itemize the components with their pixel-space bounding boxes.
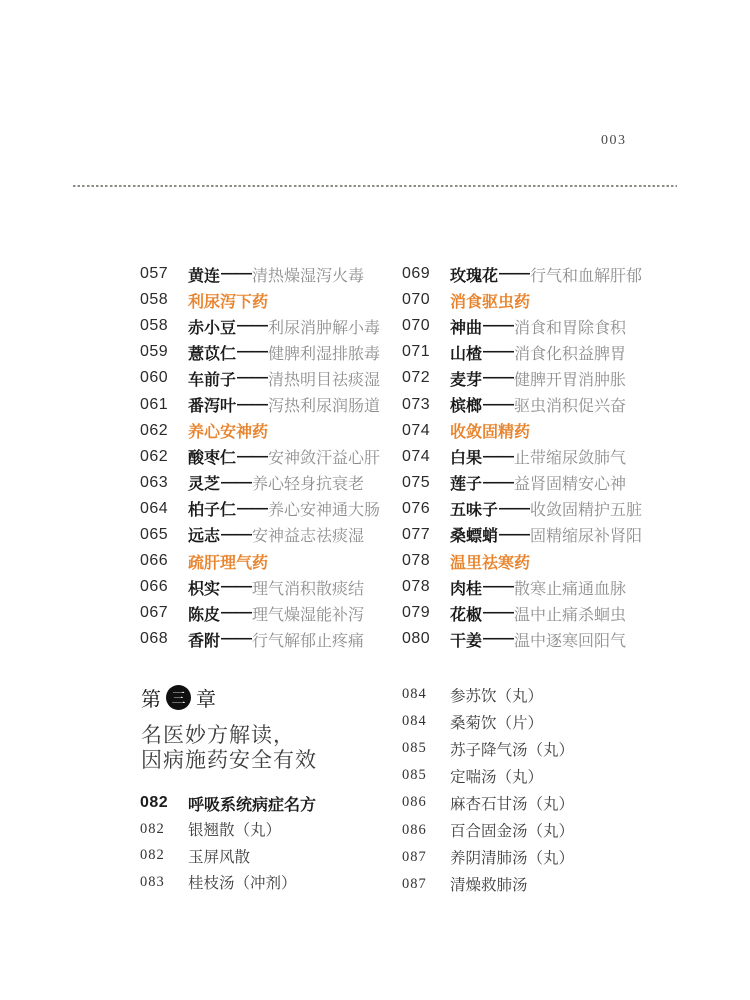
toc-row (402, 522, 642, 548)
toc-dash: —— (499, 499, 530, 517)
toc-entry-text (188, 367, 380, 390)
herb-description: 固精缩尿补肾阳 (530, 528, 643, 546)
herb-description: 养心安神通大肠 (268, 502, 381, 520)
toc-dash: —— (483, 604, 514, 622)
toc-entry-text (450, 367, 626, 390)
formula-row (402, 708, 574, 735)
toc-entry-text (188, 497, 380, 520)
toc-dash: —— (221, 578, 252, 596)
herb-description: 行气和血解肝郁 (530, 267, 643, 285)
chapter-block (141, 683, 317, 773)
chapter-suffix: 章 (196, 689, 216, 711)
toc-page-number: 068 (140, 630, 169, 648)
toc-row (140, 548, 380, 574)
herb-description: 理气消积散痰结 (252, 580, 365, 598)
formula-page-number: 082 (140, 847, 165, 864)
chapter-number-circle: 三 (166, 685, 191, 710)
toc-dash: —— (483, 395, 514, 413)
category-label: 消食驱虫药 (450, 293, 531, 311)
toc-row (402, 261, 642, 287)
formula-row (140, 843, 316, 870)
herb-name: 桑螵蛸 (450, 528, 499, 546)
chapter-prefix: 第 (141, 689, 161, 711)
herb-description: 清热明目祛痰湿 (268, 371, 381, 389)
herb-name: 肉桂 (450, 580, 483, 598)
toc-row (140, 261, 380, 287)
toc-row (402, 418, 642, 444)
toc-entry-text (450, 602, 626, 625)
toc-column-left (140, 261, 380, 652)
toc-row (402, 600, 642, 626)
category-label: 利尿泻下药 (188, 293, 269, 311)
toc-dash: —— (499, 525, 530, 543)
toc-column-right (402, 261, 642, 652)
divider-dashed-line (73, 185, 677, 187)
formula-row (402, 844, 574, 871)
section-heading-label: 呼吸系统病症名方 (188, 796, 317, 814)
formula-row (402, 681, 574, 708)
formula-list-left (140, 816, 316, 896)
toc-dash: —— (221, 473, 252, 491)
toc-row (402, 313, 642, 339)
herb-name: 酸枣仁 (188, 450, 237, 468)
toc-row (140, 313, 380, 339)
formula-row (402, 789, 574, 816)
toc-page-number: 059 (140, 343, 169, 361)
formula-page-number: 082 (140, 820, 165, 837)
formula-page-number: 086 (402, 821, 427, 838)
herb-name: 陈皮 (188, 606, 221, 624)
toc-page-number: 072 (402, 369, 431, 387)
herb-description: 安神益志祛痰湿 (252, 528, 365, 546)
toc-page-number: 078 (402, 552, 431, 570)
toc-entry-text (450, 523, 642, 546)
category-label: 收敛固精药 (450, 424, 531, 442)
toc-page-number: 062 (140, 421, 169, 439)
herb-name: 香附 (188, 632, 221, 650)
toc-row (402, 444, 642, 470)
toc-page-number: 057 (140, 265, 169, 283)
toc-row (140, 600, 380, 626)
toc-row (402, 548, 642, 574)
formula-name: 百合固金汤（丸） (450, 823, 575, 841)
herb-name: 麦芽 (450, 371, 483, 389)
formula-page-number: 087 (402, 875, 427, 892)
herb-description: 益肾固精安心神 (514, 476, 627, 494)
toc-row (140, 574, 380, 600)
toc-row (140, 626, 380, 652)
herb-description: 健脾开胃消肿胀 (514, 371, 627, 389)
herb-description: 温中止痛杀蛔虫 (514, 606, 627, 624)
toc-entry-text (188, 341, 380, 364)
herb-name: 莲子 (450, 476, 483, 494)
toc-page-number: 060 (140, 369, 169, 387)
toc-page-number: 061 (140, 395, 169, 413)
toc-row (140, 287, 380, 313)
toc-entry-text (188, 263, 364, 286)
toc-row (402, 574, 642, 600)
toc-dash: —— (483, 578, 514, 596)
formula-name: 银翘散（丸） (188, 822, 282, 840)
herb-description: 消食和胃除食积 (514, 319, 627, 337)
herb-description: 温中逐寒回阳气 (514, 632, 627, 650)
toc-dash: —— (483, 317, 514, 335)
herb-description: 泻热利尿润肠道 (268, 398, 381, 416)
toc-dash: —— (237, 317, 268, 335)
toc-page-number: 075 (402, 473, 431, 491)
chapter-marker (141, 683, 317, 712)
formula-name: 桂枝汤（冲剂） (188, 875, 297, 893)
toc-entry-text (188, 628, 364, 651)
herb-description: 养心轻身抗衰老 (252, 476, 365, 494)
toc-row (140, 470, 380, 496)
herb-description: 散寒止痛通血脉 (514, 580, 627, 598)
formula-page-number: 084 (402, 713, 427, 730)
formula-page-number: 085 (402, 740, 427, 757)
toc-dash: —— (221, 604, 252, 622)
toc-row (140, 339, 380, 365)
toc-row (402, 496, 642, 522)
herb-name: 槟榔 (450, 398, 483, 416)
toc-page-number: 063 (140, 473, 169, 491)
toc-row (402, 470, 642, 496)
toc-page-number: 074 (402, 421, 431, 439)
toc-row (140, 418, 380, 444)
toc-page-number: 070 (402, 317, 431, 335)
page-number: 003 (601, 133, 627, 148)
herb-name: 花椒 (450, 606, 483, 624)
toc-entry-text (450, 471, 626, 494)
toc-entry-text (450, 315, 626, 338)
herb-name: 柏子仁 (188, 502, 237, 520)
toc-entry-text (450, 263, 642, 286)
toc-row (140, 522, 380, 548)
herb-name: 山楂 (450, 345, 483, 363)
chapter-title-line1: 名医妙方解读， (141, 724, 295, 747)
toc-dash: —— (237, 343, 268, 361)
toc-entry-text (188, 576, 364, 599)
formula-name: 苏子降气汤（丸） (450, 741, 575, 759)
toc-page-number: 062 (140, 447, 169, 465)
section-heading-row (140, 790, 316, 816)
herb-name: 灵芝 (188, 476, 221, 494)
herb-name: 神曲 (450, 319, 483, 337)
toc-row (402, 365, 642, 391)
formula-name: 清燥救肺汤 (450, 877, 528, 895)
herb-description: 行气解郁止疼痛 (252, 632, 365, 650)
toc-dash: —— (221, 265, 252, 283)
chapter-title (141, 724, 317, 773)
toc-entry-text (450, 393, 626, 416)
toc-entry-text (450, 341, 626, 364)
herb-name: 白果 (450, 450, 483, 468)
section-heading-page: 082 (140, 794, 169, 811)
formula-row (140, 869, 316, 896)
toc-dash: —— (483, 369, 514, 387)
formula-page-number: 087 (402, 848, 427, 865)
toc-row (140, 391, 380, 417)
formula-page-number: 083 (140, 873, 165, 890)
formula-name: 玉屏风散 (188, 848, 251, 866)
formula-page-number: 086 (402, 794, 427, 811)
herb-description: 收敛固精护五脏 (530, 502, 643, 520)
formula-page-number: 084 (402, 686, 427, 703)
toc-entry-text (188, 445, 380, 468)
toc-row (402, 391, 642, 417)
formula-name: 麻杏石甘汤（丸） (450, 795, 575, 813)
herb-name: 枳实 (188, 580, 221, 598)
formula-page-number: 085 (402, 767, 427, 784)
herb-description: 安神敛汗益心肝 (268, 450, 381, 468)
herb-description: 利尿消肿解小毒 (268, 319, 381, 337)
formula-name: 参苏饮（丸） (450, 687, 544, 705)
toc-row (140, 365, 380, 391)
toc-dash: —— (221, 525, 252, 543)
toc-row (402, 626, 642, 652)
toc-entry-text (188, 315, 380, 338)
formula-section-right (402, 681, 574, 898)
herb-description: 止带缩尿敛肺气 (514, 450, 627, 468)
toc-dash: —— (237, 395, 268, 413)
toc-dash: —— (483, 630, 514, 648)
toc-entry-text (188, 393, 380, 416)
herb-description: 理气燥湿能补泻 (252, 606, 365, 624)
chapter-title-line2: 因病施药安全有效 (141, 748, 317, 772)
toc-row (140, 444, 380, 470)
formula-name: 定喘汤（丸） (450, 768, 544, 786)
herb-name: 远志 (188, 528, 221, 546)
toc-page-number: 079 (402, 604, 431, 622)
herb-description: 消食化积益脾胃 (514, 345, 627, 363)
toc-page-number: 066 (140, 552, 169, 570)
toc-entry-text (450, 445, 626, 468)
category-label: 温里祛寒药 (450, 554, 531, 572)
herb-name: 番泻叶 (188, 398, 237, 416)
formula-row (140, 816, 316, 843)
toc-dash: —— (483, 447, 514, 465)
toc-page-number: 073 (402, 395, 431, 413)
toc-page-number: 067 (140, 604, 169, 622)
herb-name: 车前子 (188, 371, 237, 389)
toc-page-number: 080 (402, 630, 431, 648)
toc-dash: —— (483, 473, 514, 491)
category-label: 疏肝理气药 (188, 554, 269, 572)
toc-entry-text (188, 471, 364, 494)
toc-page-number: 064 (140, 499, 169, 517)
formula-row (402, 816, 574, 843)
formula-list-right (402, 681, 574, 898)
formula-row (402, 871, 574, 898)
herb-name: 干姜 (450, 632, 483, 650)
toc-page-number: 071 (402, 343, 431, 361)
toc-dash: —— (237, 499, 268, 517)
category-label: 养心安神药 (188, 424, 269, 442)
toc-page-number: 070 (402, 291, 431, 309)
toc-dash: —— (237, 369, 268, 387)
toc-page-number: 066 (140, 578, 169, 596)
herb-name: 五味子 (450, 502, 499, 520)
herb-description: 驱虫消积促兴奋 (514, 398, 627, 416)
formula-name: 养阴清肺汤（丸） (450, 850, 575, 868)
toc-page-number: 065 (140, 525, 169, 543)
toc-entry-text (450, 497, 642, 520)
toc-row (402, 287, 642, 313)
toc-dash: —— (483, 343, 514, 361)
toc-page-number: 058 (140, 317, 169, 335)
toc-page-number: 076 (402, 499, 431, 517)
toc-entry-text (188, 523, 364, 546)
formula-section-left (140, 790, 316, 896)
toc-entry-text (450, 576, 626, 599)
toc-dash: —— (237, 447, 268, 465)
toc-dash: —— (499, 265, 530, 283)
herb-description: 健脾利湿排脓毒 (268, 345, 381, 363)
toc-page-number: 069 (402, 265, 431, 283)
toc-page-number: 074 (402, 447, 431, 465)
herb-name: 赤小豆 (188, 319, 237, 337)
toc-row (140, 496, 380, 522)
herb-name: 黄连 (188, 267, 221, 285)
herb-name: 薏苡仁 (188, 345, 237, 363)
toc-entry-text (188, 602, 364, 625)
toc-page-number: 078 (402, 578, 431, 596)
formula-name: 桑菊饮（片） (450, 714, 544, 732)
toc-page-number: 058 (140, 291, 169, 309)
toc-row (402, 339, 642, 365)
formula-row (402, 762, 574, 789)
toc-dash: —— (221, 630, 252, 648)
toc-entry-text (450, 628, 626, 651)
herb-description: 清热燥湿泻火毒 (252, 267, 365, 285)
herb-name: 玫瑰花 (450, 267, 499, 285)
toc-page-number: 077 (402, 525, 431, 543)
formula-row (402, 735, 574, 762)
